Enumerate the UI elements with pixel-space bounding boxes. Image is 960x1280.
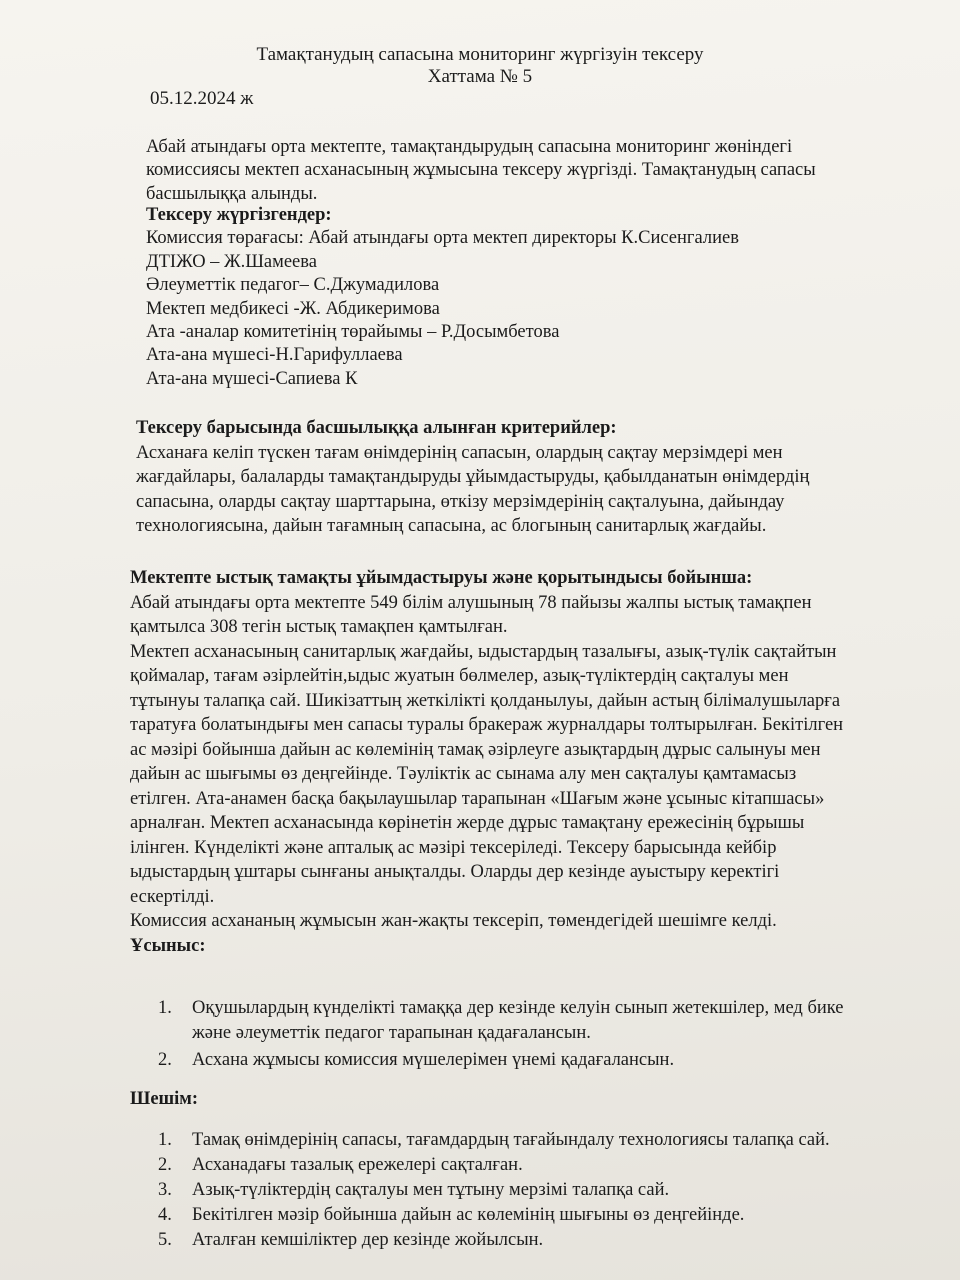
decision-item-text: Тамақ өнімдерінің сапасы, тағамдардың тағайындалу технологиясы талапқа сай.: [192, 1130, 830, 1150]
inspector-member: ДТІЖО – Ж.Шамеева: [146, 251, 317, 272]
proposal-list: [158, 996, 844, 1073]
list-number: 2.: [158, 1050, 172, 1070]
decision-heading: Шешім:: [130, 1089, 199, 1109]
inspectors-heading: Тексеру жүргізгендер:: [146, 205, 332, 225]
intro-line: Абай атындағы орта мектепте, тамақтандырудың сапасына мониторинг жөніндегі: [146, 137, 793, 157]
inspector-member: Комиссия төрағасы: Абай атындағы орта мектеп директоры К.Сисенгалиев: [146, 228, 739, 249]
hot-meals-line: арналған. Мектеп асханасында көрінетін жерде дұрыс тамақтану ережесінің бұрышы: [130, 813, 805, 833]
criteria-line: жағдайлары, балаларды тамақтандыруды ұйымдастыруды, қабылданатын өнімдердің: [136, 467, 810, 488]
hot-meals-line: қамтылса 308 тегін ыстық тамақпен қамтылған.: [130, 617, 508, 637]
list-item: [158, 1228, 830, 1253]
inspector-member: Әлеуметтік педагог– С.Джумадилова: [146, 275, 440, 296]
decision-list: [158, 1128, 830, 1253]
hot-meals-line: ескертілді.: [130, 886, 215, 907]
intro-paragraph: [146, 136, 816, 206]
list-number: 3.: [158, 1180, 172, 1200]
list-number: 4.: [158, 1205, 172, 1225]
intro-line: басшылыққа алынды.: [146, 183, 318, 204]
decision-section: [130, 1088, 198, 1111]
proposal-line: және әлеуметтік педагог тарапынан қадағалансын.: [192, 1023, 591, 1043]
decision-item-text: Аталған кемшіліктер дер кезінде жойылсын.: [192, 1230, 544, 1250]
intro-line: комиссиясы мектеп асханасының жұмысына тексеру жүргізді. Тамақтанудың сапасы: [146, 160, 816, 181]
list-item: [158, 1203, 830, 1228]
hot-meals-section: [130, 566, 843, 958]
proposal-line: Асхана жұмысы комиссия мүшелерімен үнемі қадағалансын.: [192, 1050, 675, 1070]
decision-item-text: Асханадағы тазалық ережелері сақталған.: [192, 1155, 523, 1175]
criteria-heading: Тексеру барысында басшылыққа алынған критерийлер:: [136, 418, 617, 438]
document-date: 05.12.2024 ж: [150, 88, 254, 109]
criteria-line: технологиясына, дайын тағамның сапасына, ас блогының санитарлық жағдайы.: [136, 516, 767, 537]
hot-meals-line: қоймалар, тағам әзірлейтін,ыдыс жуатын бөлмелер, азық-түліктердің сақталуы мен: [130, 666, 789, 686]
inspector-member: Ата-ана мүшесі-Н.Гарифуллаева: [146, 345, 403, 366]
criteria-section: [136, 416, 809, 539]
list-number: 2.: [158, 1155, 172, 1175]
decision-item-text: Бекітілген мәзір бойынша дайын ас көлемінің шығыны өз деңгейінде.: [192, 1205, 745, 1225]
hot-meals-line: ыдыстардың ұштары сынғаны анықталды. Оларды дер кезінде ауыстыру керектігі: [130, 862, 780, 882]
list-item: [158, 1048, 844, 1073]
criteria-line: Асханаға келіп түскен тағам өнімдерінің сапасын, олардың сақтау мерзімдері мен: [136, 442, 783, 463]
document-title: Тамақтанудың сапасына мониторинг жүргізуін тексеру: [256, 44, 704, 65]
hot-meals-line: дайын ас шығымы өз деңгейінде. Тәуліктік ас сынама алу мен сақталуы қамтамасыз: [130, 764, 797, 784]
list-item: [158, 996, 844, 1046]
inspectors-section: [146, 204, 739, 391]
hot-meals-line: Абай атындағы орта мектепте 549 білім алушының 78 пайызы жалпы ыстық тамақпен: [130, 592, 812, 613]
hot-meals-line: ілінген. Күнделікті және апталық ас мәзірі тексеріледі. Тексеру барысында кейбір: [130, 837, 777, 858]
hot-meals-line: тұтынуы талапқа сай. Шикізаттың жеткілікті қолданылуы, дайын астың білімалушыларға: [130, 690, 841, 711]
inspector-member: Ата -аналар комитетінің төрайымы – Р.Досымбетова: [146, 322, 560, 343]
protocol-number: Хаттама № 5: [427, 66, 533, 87]
inspector-member: Ата-ана мүшесі-Сапиева К: [146, 368, 358, 389]
hot-meals-line: Комиссия асхананың жұмысын жан-жақты тексеріп, төмендегідей шешімге келді.: [130, 911, 777, 931]
list-number: 1.: [158, 1130, 172, 1150]
hot-meals-line: ас мәзірі бойынша дайын ас көлемінің тамақ әзірлеуге азықтардың дұрыс салынуы мен: [130, 739, 821, 760]
list-item: [158, 1153, 830, 1178]
list-number: 1.: [158, 998, 172, 1018]
hot-meals-line: Мектеп асханасының санитарлық жағдайы, ыдыстардың тазалығы, азық-түлік сақтайтын: [130, 641, 837, 662]
proposal-heading: Ұсыныс:: [130, 935, 206, 956]
list-number: 5.: [158, 1230, 172, 1250]
hot-meals-line: етілген. Ата-анамен басқа бақылаушылар тарапынан «Шағым және ұсыныс кітапшасы»: [130, 788, 825, 809]
list-item: [158, 1178, 830, 1203]
list-item: [158, 1128, 830, 1153]
hot-meals-line: таратуға болатындығы мен сапасы туралы бракераж журналдары толтырылған. Бекітілген: [130, 715, 844, 735]
inspector-member: Мектеп медбикесі -Ж. Абдикеримова: [146, 298, 440, 319]
decision-item-text: Азық-түліктердің сақталуы мен тұтыну мерзімі талапқа сай.: [192, 1180, 670, 1200]
proposal-line: Оқушылардың күнделікті тамаққа дер кезінде келуін сынып жетекшілер, мед бике: [192, 998, 844, 1018]
criteria-line: сапасына, оларды сақтау шарттарына, өткізу мерзімдерінің сақталуына, дайындау: [136, 491, 785, 512]
hot-meals-heading: Мектепте ыстық тамақты ұйымдастыруы және қорытындысы бойынша:: [130, 568, 753, 588]
